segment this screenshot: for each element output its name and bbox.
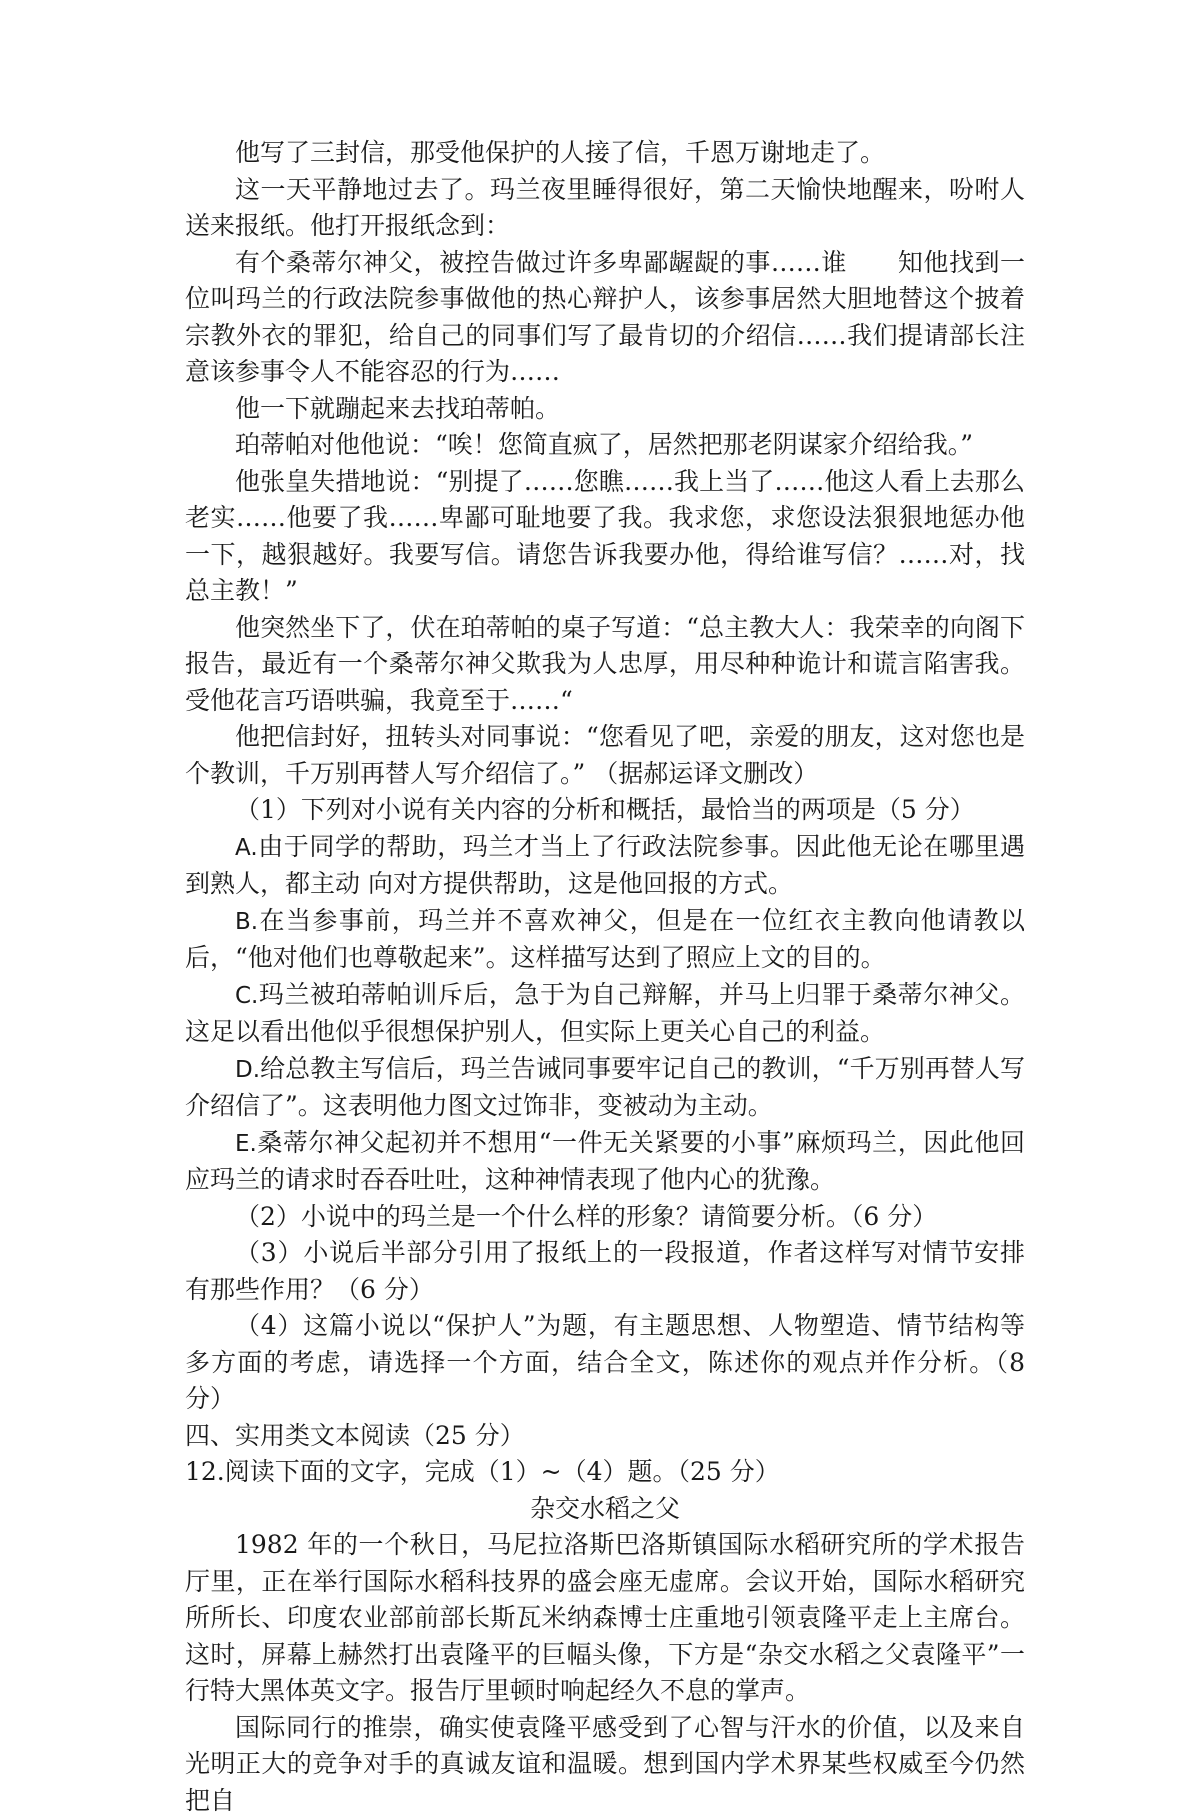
option-b <box>185 903 1025 977</box>
option-a <box>185 829 1025 903</box>
option-c <box>185 977 1025 1051</box>
story-paragraph: 他写了三封信，那受他保护的人接了信，千恩万谢地走了。 <box>185 135 1025 172</box>
article-title: 杂交水稻之父 <box>185 1491 1025 1528</box>
option-letter: B. <box>235 909 258 935</box>
story-paragraph: 他突然坐下了，伏在珀蒂帕的桌子写道：“总主教大人：我荣幸的向阁下报告，最近有一个桑蒂尔神父欺我为人忠厚，用尽种种诡计和谎言陷害我。受他花言巧语哄骗，我竟至于……“ <box>185 610 1025 720</box>
option-letter: D. <box>235 1057 260 1083</box>
question-4: （4）这篇小说以“保护人”为题，有主题思想、人物塑造、情节结构等多方面的考虑，请选择一个方面，结合全文，陈述你的观点并作分析。（8 分） <box>185 1308 1025 1418</box>
option-text: 给总教主写信后，玛兰告诫同事要牢记自己的教训，“千万别再替人写介绍信了”。这表明他力图文过饰非，变被动为主动。 <box>185 1054 1025 1121</box>
story-paragraph: 这一天平静地过去了。玛兰夜里睡得很好，第二天愉快地醒来，吩咐人送来报纸。他打开报纸念到： <box>185 172 1025 245</box>
option-letter: C. <box>235 983 258 1009</box>
question-12-stem: 12.阅读下面的文字，完成（1）~（4）题。（25 分） <box>185 1454 1025 1491</box>
question-1-stem: （1）下列对小说有关内容的分析和概括，最恰当的两项是（5 分） <box>185 792 1025 829</box>
story-paragraph: 珀蒂帕对他他说：“唉！您简直疯了，居然把那老阴谋家介绍给我。” <box>185 427 1025 464</box>
option-letter: A. <box>235 835 258 861</box>
option-d <box>185 1051 1025 1125</box>
story-paragraph: 他一下就蹦起来去找珀蒂帕。 <box>185 391 1025 428</box>
question-2: （2）小说中的玛兰是一个什么样的形象？请简要分析。（6 分） <box>185 1199 1025 1236</box>
story-paragraph: 他张皇失措地说：“别提了……您瞧……我上当了……他这人看上去那么老实……他要了我……卑鄙可耻地要了我。我求您，求您设法狠狠地惩办他一下，越狠越好。我要写信。请您告诉我要办他，得给谁写信？……对，找总主教！” <box>185 464 1025 610</box>
option-e <box>185 1125 1025 1199</box>
option-text: 在当参事前，玛兰并不喜欢神父，但是在一位红衣主教向他请教以后，“他对他们也尊敬起来”。这样描写达到了照应上文的目的。 <box>185 906 1025 973</box>
story-paragraph-with-source: 他把信封好，扭转头对同事说：“您看见了吧，亲爱的朋友，这对您也是个教训，千万别再替人写介绍信了。” （据郝运译文删改） <box>185 719 1025 792</box>
option-text: 玛兰被珀蒂帕训斥后，急于为自己辩解，并马上归罪于桑蒂尔神父。这足以看出他似乎很想保护别人，但实际上更关心自己的利益。 <box>185 980 1025 1047</box>
article-paragraph: 国际同行的推崇，确实使袁隆平感受到了心智与汗水的价值，以及来自光明正大的竞争对手的真诚友谊和温暖。想到国内学术界某些权威至今仍然把自 <box>185 1710 1025 1819</box>
newspaper-quote: 有个桑蒂尔神父，被控告做过许多卑鄙龌龊的事……谁 知他找到一位叫玛兰的行政法院参事做他的热心辩护人，该参事居然大胆地替这个披着宗教外衣的罪犯，给自己的同事们写了最肯切的介绍信……我们提请部长注意该参事令人不能容忍的行为…… <box>185 245 1025 391</box>
option-text: 桑蒂尔神父起初并不想用“一件无关紧要的小事”麻烦玛兰，因此他回应玛兰的请求时吞吞吐吐，这种神情表现了他内心的犹豫。 <box>185 1128 1025 1195</box>
section-heading: 四、实用类文本阅读（25 分） <box>185 1418 1025 1455</box>
article-paragraph: 1982 年的一个秋日，马尼拉洛斯巴洛斯镇国际水稻研究所的学术报告厅里，正在举行国际水稻科技界的盛会座无虚席。会议开始，国际水稻研究所所长、印度农业部前部长斯瓦米纳森博士庄重地引领袁隆平走上主席台。这时，屏幕上赫然打出袁隆平的巨幅头像，下方是“杂交水稻之父袁隆平”一行特大黑体英文字。报告厅里顿时响起经久不息的掌声。 <box>185 1527 1025 1710</box>
option-letter: E. <box>235 1131 257 1157</box>
option-text: 由于同学的帮助，玛兰才当上了行政法院参事。因此他无论在哪里遇到熟人，都主动 向对方提供帮助，这是他回报的方式。 <box>185 832 1025 899</box>
question-3: （3）小说后半部分引用了报纸上的一段报道，作者这样写对情节安排有那些作用？（6 分） <box>185 1235 1025 1308</box>
